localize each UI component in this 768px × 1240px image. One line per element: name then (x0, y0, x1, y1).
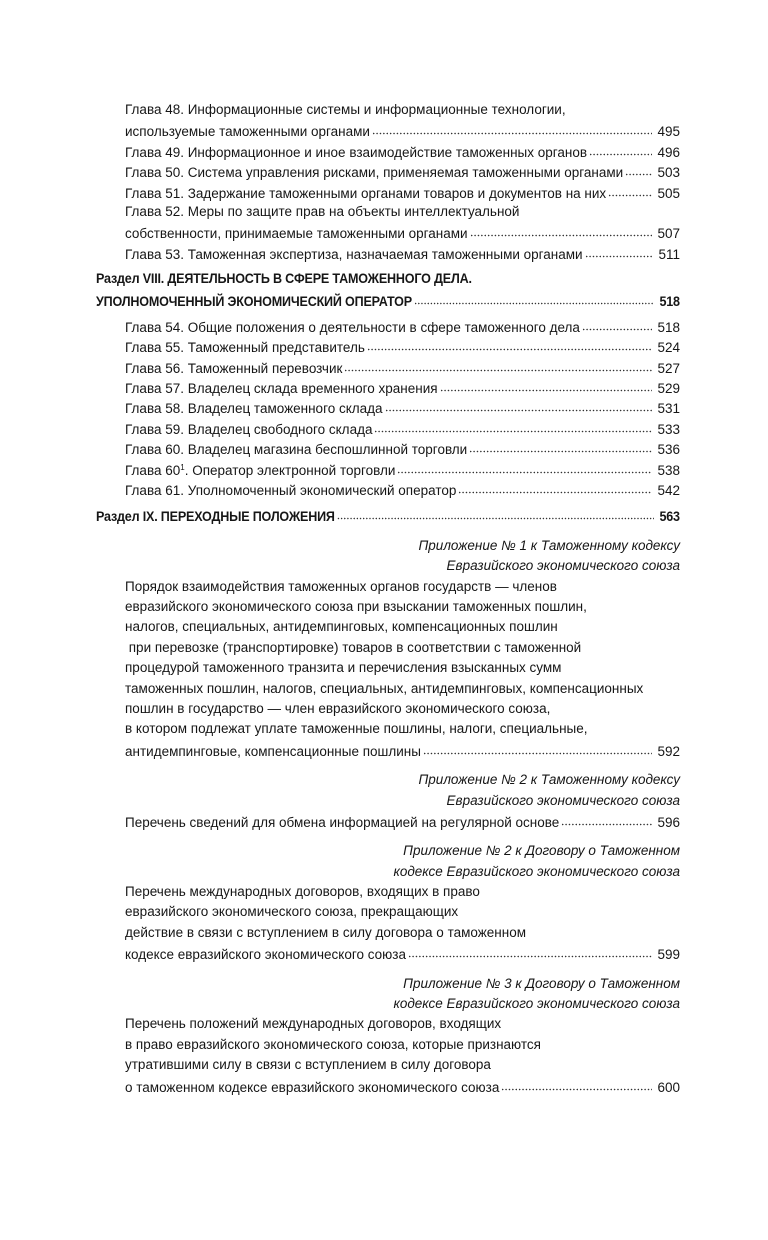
table-of-contents (96, 100, 680, 1096)
toc-entry-ch55[interactable] (96, 336, 680, 356)
page-number: 533 (657, 421, 680, 437)
toc-entry-ch48-line1 (96, 100, 680, 120)
appendix-1-text-line: процедурой таможенного транзита и перечисления взысканных сумм (125, 660, 562, 676)
toc-text: Глава 49. Информационное и иное взаимодействие таможенных органов (125, 144, 588, 160)
toc-text: собственности, принимаемые таможенными органами (125, 226, 468, 242)
appendix-3-text-line: действие в связи с вступлением в силу договора о таможенном (125, 924, 526, 940)
page-number: 563 (659, 509, 680, 525)
dot-leader (582, 316, 652, 332)
appendix-1-text-line: налогов, специальных, антидемпинговых, компенсационных пошлин (125, 619, 558, 635)
appendix-3-text-line: Перечень международных договоров, входящих в право (125, 884, 480, 900)
toc-text: Глава 54. Общие положения о деятельности в сфере таможенного дела (125, 319, 580, 335)
toc-text: используемые таможенными органами (125, 124, 370, 140)
dot-leader (374, 418, 652, 434)
appendix-1-text-line: евразийского экономического союза при взыскании таможенных пошлин, (125, 598, 587, 614)
appendix-3-heading-line1: Приложение № 2 к Договору о Таможенном (403, 843, 680, 859)
toc-entry-ch60-1[interactable] (96, 459, 680, 479)
appendix-3-text-line: евразийского экономического союза, прекращающих (125, 904, 459, 920)
toc-text: Перечень сведений для обмена информацией на регулярной основе (125, 814, 560, 830)
page-number: 592 (657, 743, 680, 759)
section-heading-viii-line1 (96, 269, 680, 289)
toc-entry-ch53[interactable] (96, 243, 680, 263)
dot-leader (625, 161, 652, 177)
toc-entry-ch59[interactable] (96, 418, 680, 438)
page-number: 505 (657, 185, 680, 201)
toc-text: Глава 48. Информационные системы и информационные технологии, (125, 102, 566, 117)
appendix-4-text-line: Перечень положений международных договоров, входящих (125, 1016, 502, 1032)
appendix-1-text-line: при перевозке (транспортировке) товаров в соответствии с таможенной (125, 639, 582, 655)
appendix-1-text-line: Порядок взаимодействия таможенных органов государств — членов (125, 578, 557, 594)
toc-entry-ch60[interactable] (96, 438, 680, 458)
page-number: 538 (657, 462, 680, 478)
page-number: 524 (657, 340, 680, 356)
dot-leader (337, 505, 654, 521)
toc-text-prefix: Глава 60 (125, 462, 181, 478)
dot-leader (423, 740, 652, 756)
dot-leader (440, 377, 652, 393)
toc-text: Глава 55. Таможенный представитель (125, 340, 365, 356)
section-title: Раздел IX. ПЕРЕХОДНЫЕ ПОЛОЖЕНИЯ (96, 509, 335, 525)
dot-leader (470, 222, 652, 238)
toc-entry-ch58[interactable] (96, 397, 680, 417)
toc-text: Глава 51. Задержание таможенными органами товаров и документов на них (125, 185, 607, 201)
toc-entry-appendix-4[interactable] (96, 1076, 680, 1096)
page-number: 518 (659, 293, 680, 309)
appendix-2-heading-line1: Приложение № 2 к Таможенному кодексу (418, 772, 680, 788)
page-number: 600 (657, 1079, 680, 1095)
appendix-1-text-line: в котором подлежат уплате таможенные пошлины, налоги, специальные, (125, 721, 588, 737)
toc-text: Глава 50. Система управления рисками, применяемая таможенными органами (125, 165, 624, 181)
page-number: 531 (657, 401, 680, 417)
dot-leader (501, 1076, 652, 1092)
toc-entry-ch48[interactable] (96, 120, 680, 140)
page-number: 529 (657, 381, 680, 397)
toc-entry-appendix-3[interactable] (96, 943, 680, 963)
toc-text: Глава 53. Таможенная экспертиза, назначаемая таможенными органами (125, 246, 583, 262)
toc-entry-ch52[interactable] (96, 222, 680, 242)
toc-entry-ch50[interactable] (96, 161, 680, 181)
toc-text: Глава 56. Таможенный перевозчик (125, 360, 343, 376)
toc-text: Глава 61. Уполномоченный экономический оператор (125, 483, 457, 499)
toc-text: Глава 59. Владелец свободного склада (125, 421, 373, 437)
page-number: 599 (657, 947, 680, 963)
section-heading-ix[interactable] (96, 505, 680, 525)
toc-text: кодексе евразийского экономического союза (125, 947, 406, 963)
appendix-4-text-line: в право евразийского экономического союза, которые признаются (125, 1036, 541, 1052)
dot-leader (344, 357, 652, 373)
toc-entry-ch49[interactable] (96, 141, 680, 161)
dot-leader (561, 811, 652, 827)
toc-entry-appendix-2[interactable] (96, 811, 680, 831)
toc-text: антидемпинговые, компенсационные пошлины (125, 743, 421, 759)
page-number: 507 (657, 226, 680, 242)
dot-leader (372, 120, 652, 136)
superscript: 1 (180, 462, 185, 472)
appendix-1-heading-line1: Приложение № 1 к Таможенному кодексу (418, 537, 680, 553)
toc-entry-appendix-1[interactable] (96, 740, 680, 760)
appendix-1-text-line: пошлин в государство — член евразийского экономического союза, (125, 700, 551, 716)
toc-text: Глава 58. Владелец таможенного склада (125, 401, 383, 417)
page-number: 496 (657, 144, 680, 160)
page-number: 596 (657, 814, 680, 830)
toc-text: о таможенном кодексе евразийского экономического союза (125, 1079, 500, 1095)
toc-text (125, 461, 395, 481)
page-number: 518 (657, 319, 680, 335)
page-number: 495 (657, 124, 680, 140)
dot-leader (585, 243, 652, 259)
toc-text-suffix: . Оператор электронной торговли (184, 462, 396, 478)
toc-entry-ch61[interactable] (96, 479, 680, 499)
dot-leader (385, 397, 652, 413)
toc-entry-ch56[interactable] (96, 357, 680, 377)
toc-entry-ch54[interactable] (96, 316, 680, 336)
dot-leader (414, 290, 654, 306)
toc-text: Глава 57. Владелец склада временного хранения (125, 381, 438, 397)
page-number: 527 (657, 360, 680, 376)
section-heading-viii[interactable] (96, 290, 680, 310)
page-number: 542 (657, 483, 680, 499)
page-number: 536 (657, 442, 680, 458)
toc-text: Глава 60. Владелец магазина беспошлинной торговли (125, 442, 468, 458)
appendix-4-text-line: утратившими силу в связи с вступлением в силу договора (125, 1057, 491, 1073)
section-title: УПОЛНОМОЧЕННЫЙ ЭКОНОМИЧЕСКИЙ ОПЕРАТОР (96, 293, 412, 309)
page-number: 511 (658, 246, 680, 262)
dot-leader (367, 336, 652, 352)
appendix-4-heading-line2: кодексе Евразийского экономического союза (393, 996, 680, 1012)
dot-leader (469, 438, 652, 454)
dot-leader (458, 479, 652, 495)
toc-text: Глава 52. Меры по защите прав на объекты интеллектуальной (125, 203, 520, 219)
toc-entry-ch51[interactable] (96, 182, 680, 202)
appendix-1-heading-line2: Евразийского экономического союза (446, 558, 680, 574)
appendix-3-heading-line2: кодексе Евразийского экономического союза (393, 863, 680, 879)
page-number: 503 (657, 165, 680, 181)
appendix-2-heading-line2: Евразийского экономического союза (446, 792, 680, 808)
dot-leader (589, 141, 652, 157)
toc-entry-ch52-line1 (96, 202, 680, 222)
section-title: Раздел VIII. ДЕЯТЕЛЬНОСТЬ В СФЕРЕ ТАМОЖЕННОГО ДЕЛА. (96, 271, 472, 287)
dot-leader (397, 459, 652, 475)
toc-entry-ch57[interactable] (96, 377, 680, 397)
appendix-4-heading-line1: Приложение № 3 к Договору о Таможенном (403, 975, 680, 991)
dot-leader (408, 943, 652, 959)
appendix-1-text-line: таможенных пошлин, налогов, специальных, антидемпинговых, компенсационных (125, 680, 644, 696)
dot-leader (608, 182, 652, 198)
